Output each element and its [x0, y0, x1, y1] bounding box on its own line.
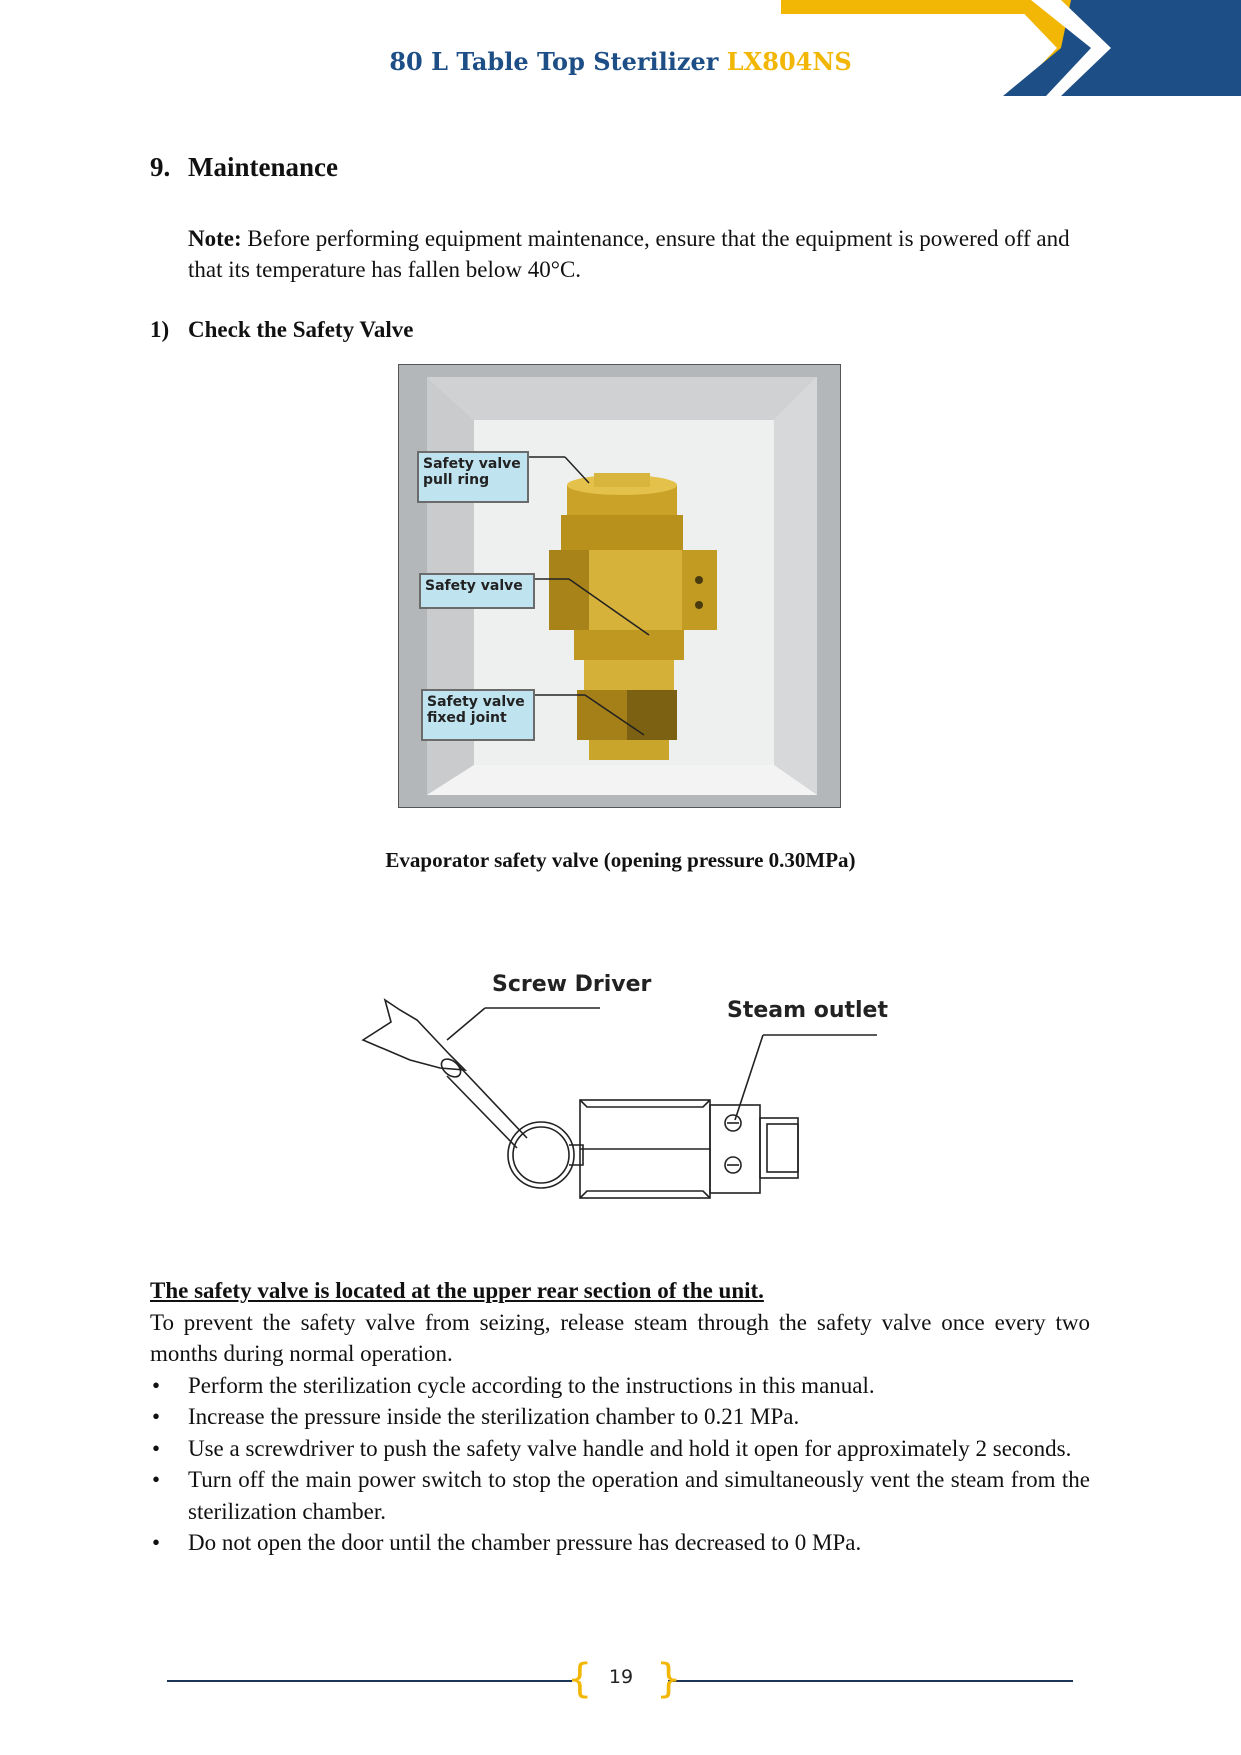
bullet-icon: • — [152, 1404, 161, 1429]
page-number: 19 — [608, 1666, 634, 1688]
label-screw-driver: Screw Driver — [492, 972, 652, 997]
subsection-title: Check the Safety Valve — [188, 317, 414, 342]
footer-bracket-left-icon: { — [567, 1656, 593, 1702]
steps-list — [150, 1370, 1090, 1559]
photo-label-safety-valve: Safety valve — [419, 573, 535, 609]
photo-caption: Evaporator safety valve (opening pressure 0.30MPa) — [385, 848, 856, 872]
maintenance-note — [188, 223, 1088, 285]
step-text: Turn off the main power switch to stop the operation and simultaneously vent the steam from the sterilization chamber. — [188, 1467, 1090, 1524]
footer-rule-right — [668, 1680, 1073, 1682]
bullet-icon: • — [152, 1372, 161, 1398]
bullet-icon: • — [152, 1435, 161, 1461]
list-item — [150, 1527, 1090, 1559]
location-heading: The safety valve is located at the upper rear section of the unit. — [150, 1278, 764, 1303]
section-title: Maintenance — [188, 152, 338, 182]
list-item — [150, 1401, 1090, 1433]
list-item — [150, 1433, 1090, 1465]
photo-label-pull-ring: Safety valve pull ring — [417, 451, 529, 503]
safety-valve-instructions — [150, 1275, 1090, 1559]
safety-valve-photo — [398, 364, 841, 808]
step-text: Use a screwdriver to push the safety valve handle and hold it open for approximately 2 seconds. — [188, 1435, 1072, 1461]
section-number: 9. — [150, 152, 171, 182]
header-model-number: LX804NS — [726, 47, 852, 76]
bullet-icon: • — [152, 1467, 161, 1492]
footer-rule-left — [167, 1680, 572, 1682]
footer-bracket-right-icon: } — [656, 1656, 682, 1702]
document-header-title — [0, 47, 1241, 76]
step-text: Increase the pressure inside the sterilization chamber to 0.21 MPa. — [188, 1404, 800, 1429]
photo-label-fixed-joint: Safety valve fixed joint — [421, 689, 535, 741]
bullet-icon: • — [152, 1530, 161, 1555]
step-text: Perform the sterilization cycle according to the instructions in this manual. — [188, 1372, 875, 1398]
subsection-heading — [150, 317, 414, 343]
step-text: Do not open the door until the chamber pressure has decreased to 0 MPa. — [188, 1530, 862, 1555]
label-steam-outlet: Steam outlet — [727, 998, 888, 1023]
header-title-main: 80 L Table Top Sterilizer — [389, 47, 727, 76]
note-text: Before performing equipment maintenance, ensure that the equipment is powered off and that its temperature has fallen below 40°C. — [188, 226, 1070, 282]
note-label: Note: — [188, 226, 242, 251]
list-item — [150, 1370, 1090, 1402]
section-heading — [150, 152, 338, 183]
subsection-number: 1) — [150, 317, 170, 342]
list-item — [150, 1464, 1090, 1527]
intro-paragraph: To prevent the safety valve from seizing, release steam through the safety valve once every two months during normal operation. — [150, 1309, 1090, 1366]
screwdriver-diagram — [355, 960, 895, 1200]
